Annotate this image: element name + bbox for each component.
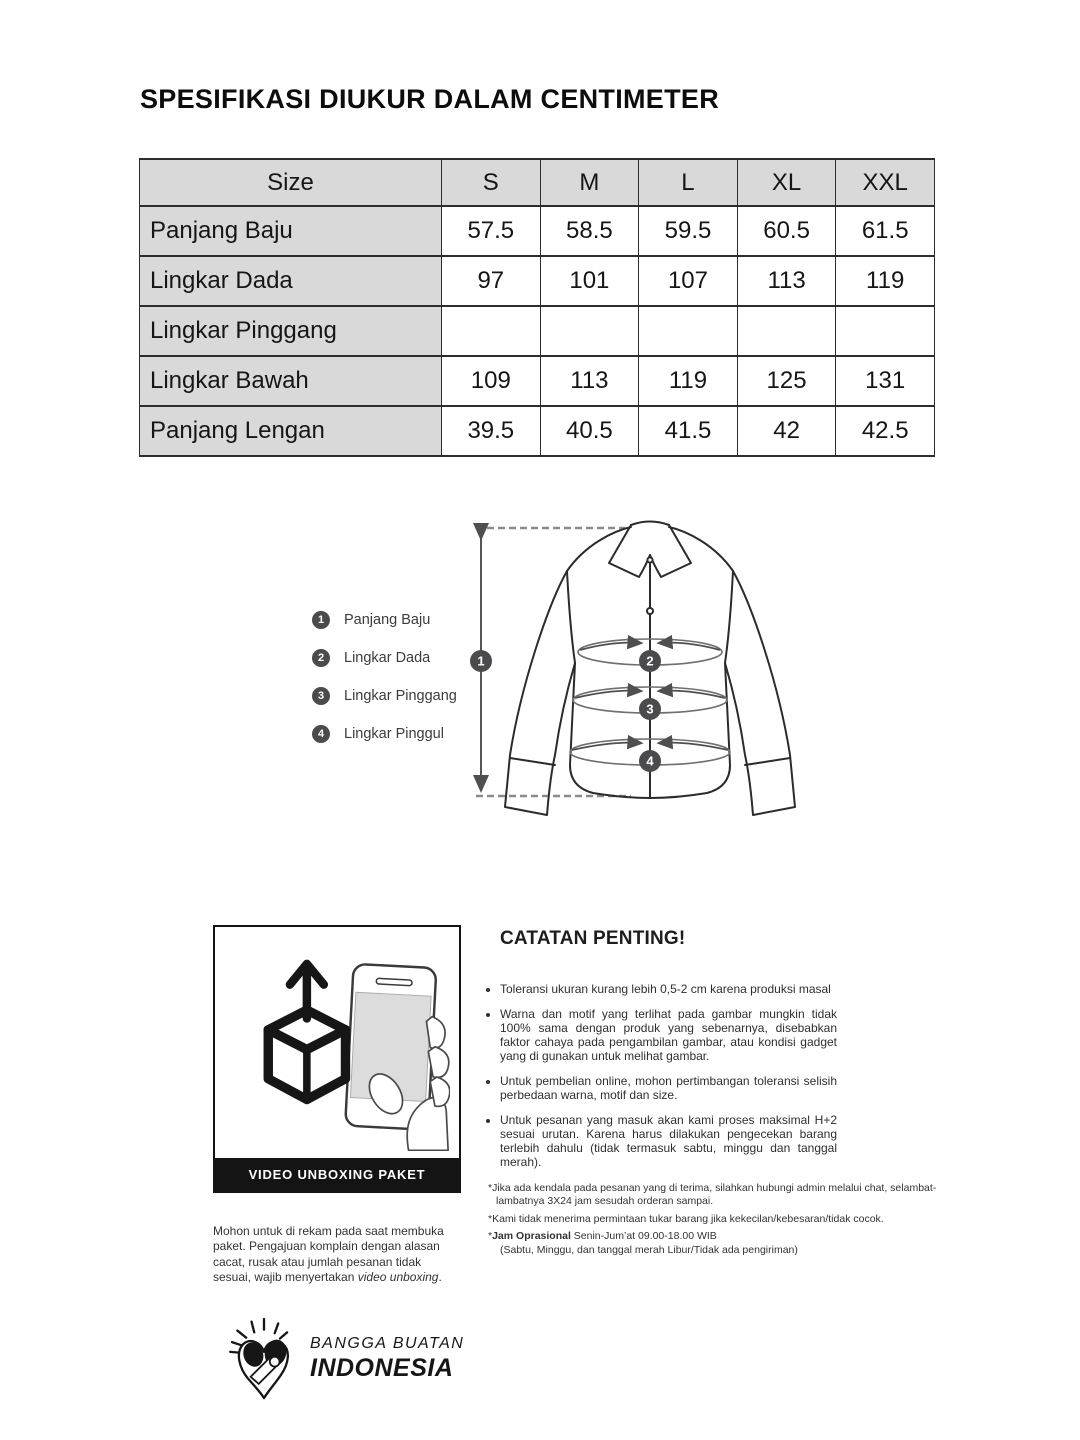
table-row: [140, 256, 935, 306]
row-label: Panjang Baju: [140, 206, 442, 256]
size-value: 41.5: [639, 406, 738, 456]
brand-logo: [224, 1312, 464, 1406]
footnote-bold: Jam Oprasional: [492, 1230, 571, 1243]
size-value: 58.5: [540, 206, 639, 256]
notes-list: [483, 982, 837, 1180]
size-value: 61.5: [836, 206, 935, 256]
unboxing-note-before: Mohon untuk di rekam pada saat membuka paket. Pengajuan komplain dengan alasan cacat, rusak atau jumlah pesanan tidak sesuai, wajib menyertakan: [213, 1224, 444, 1285]
unboxing-note-text: [213, 1224, 461, 1285]
size-value: 119: [836, 256, 935, 306]
marker-2: 2: [646, 653, 654, 669]
legend-number-badge: 1: [312, 611, 330, 629]
size-table-body: [140, 206, 935, 456]
legend-item: [312, 649, 457, 667]
size-value: 97: [442, 256, 541, 306]
note-bullet: • Untuk pembelian online, mohon pertimbangan toleransi selisih perbedaan warna, motif dan size.: [500, 1074, 837, 1102]
column-header-L: L: [639, 159, 738, 206]
unboxing-box-icon: [268, 963, 345, 1099]
size-value: 113: [737, 256, 836, 306]
legend-number-badge: 3: [312, 687, 330, 705]
measurement-legend: [312, 611, 457, 743]
size-value: 101: [540, 256, 639, 306]
marker-3: 3: [646, 701, 654, 717]
table-row: [140, 356, 935, 406]
size-value: 57.5: [442, 206, 541, 256]
unboxing-caption: VIDEO UNBOXING PAKET: [248, 1167, 426, 1182]
video-unboxing-card: [213, 925, 461, 1193]
heart-logo-icon: [224, 1312, 304, 1406]
size-value: 42: [737, 406, 836, 456]
size-value: [442, 306, 541, 356]
size-value: 59.5: [639, 206, 738, 256]
legend-label: Panjang Baju: [344, 612, 431, 628]
legend-item: [312, 611, 457, 629]
legend-item: [312, 687, 457, 705]
footnotes: [488, 1182, 938, 1262]
marker-4: 4: [646, 753, 654, 769]
column-header-Size: Size: [140, 159, 442, 206]
size-table: [139, 158, 935, 457]
size-value: 40.5: [540, 406, 639, 456]
table-row: [140, 206, 935, 256]
size-value: [540, 306, 639, 356]
footnote: *Kami tidak menerima permintaan tukar barang jika kekecilan/kebesaran/tidak cocok.: [488, 1212, 884, 1225]
size-value: 109: [442, 356, 541, 406]
size-value: [737, 306, 836, 356]
size-value: [836, 306, 935, 356]
footnote: *Jika ada kendala pada pesanan yang di terima, silahkan hubungi admin melalui chat, selambat-lambatnya 3X24 jam sesudah orderan sampai.: [488, 1182, 937, 1207]
size-value: 107: [639, 256, 738, 306]
size-value: 131: [836, 356, 935, 406]
unboxing-note-after: .: [438, 1270, 442, 1285]
size-value: 39.5: [442, 406, 541, 456]
size-value: [639, 306, 738, 356]
column-header-M: M: [540, 159, 639, 206]
legend-item: [312, 725, 457, 743]
unboxing-note-italic: video unboxing: [357, 1270, 439, 1285]
brand-line2: INDONESIA: [310, 1354, 454, 1382]
size-table-header-row: [140, 159, 935, 206]
size-value: 113: [540, 356, 639, 406]
size-value: 125: [737, 356, 836, 406]
marker-1: 1: [477, 653, 485, 669]
footnote: *Jam Oprasional Senin-Jum’at 09.00-18.00 WIB: [488, 1230, 717, 1243]
legend-number-badge: 4: [312, 725, 330, 743]
size-value: 60.5: [737, 206, 836, 256]
measurement-diagram: [0, 515, 1080, 845]
column-header-S: S: [442, 159, 541, 206]
diagram-number-markers: [470, 650, 661, 772]
note-bullet: • Toleransi ukuran kurang lebih 0,5-2 cm karena produksi masal: [500, 982, 837, 996]
row-label: Lingkar Bawah: [140, 356, 442, 406]
table-row: [140, 406, 935, 456]
row-label: Lingkar Dada: [140, 256, 442, 306]
brand-line1: BANGGA BUATAN: [310, 1335, 465, 1352]
size-value: 42.5: [836, 406, 935, 456]
legend-number-badge: 2: [312, 649, 330, 667]
legend-label: Lingkar Dada: [344, 650, 431, 666]
size-value: 119: [639, 356, 738, 406]
note-bullet: • Untuk pesanan yang masuk akan kami proses maksimal H+2 sesuai urutan. Karena harus dilakukan pengecekan barang terlebih dahulu (tidak termasuk sabtu, minggu dan tanggal merah).: [500, 1113, 837, 1169]
notes-heading: CATATAN PENTING!: [500, 928, 686, 949]
note-bullet: • Warna dan motif yang terlihat pada gambar mungkin tidak 100% sama dengan produk yang sebenarnya, disebabkan faktor cahaya pada pengambilan gambar, atau kondisi gadget yang di gunakan untuk melihat gambar.: [500, 1007, 837, 1063]
row-label: Panjang Lengan: [140, 406, 442, 456]
page-title: SPESIFIKASI DIUKUR DALAM CENTIMETER: [140, 84, 720, 114]
column-header-XXL: XXL: [836, 159, 935, 206]
unboxing-illustration: [224, 935, 450, 1151]
legend-label: Lingkar Pinggang: [344, 688, 457, 704]
legend-label: Lingkar Pinggul: [344, 726, 444, 742]
row-label: Lingkar Pinggang: [140, 306, 442, 356]
unboxing-caption-bar: [215, 1158, 459, 1191]
table-row: [140, 306, 935, 356]
footnote: (Sabtu, Minggu, dan tanggal merah Libur/Tidak ada pengiriman): [500, 1244, 798, 1257]
shirt-diagram-illustration: [463, 515, 853, 833]
column-header-XL: XL: [737, 159, 836, 206]
